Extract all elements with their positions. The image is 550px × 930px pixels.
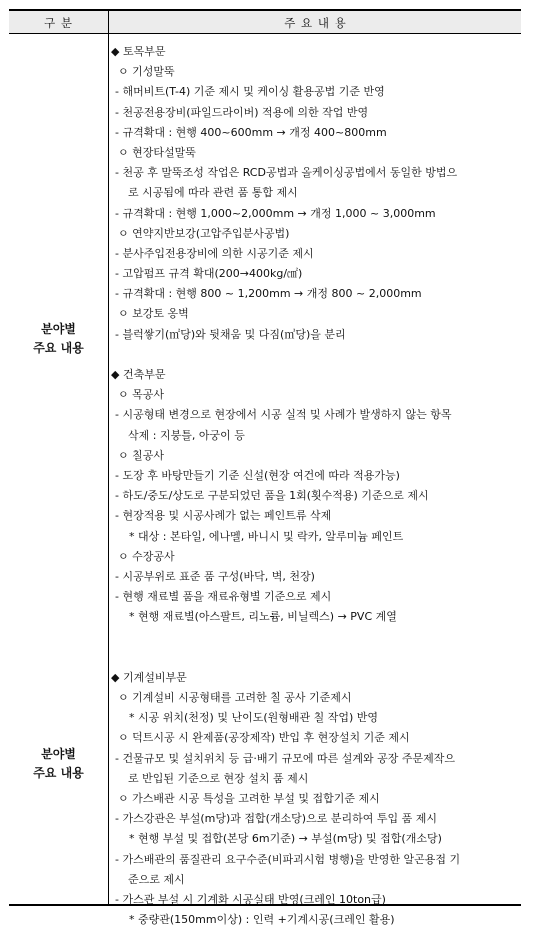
note: * 현행 재료별(아스팔트, 리노륨, 비닐렉스) → PVC 계열 (129, 610, 397, 624)
section-heading: ◆ 토목부문 (111, 45, 166, 58)
row-label-1-line1: 분야별 (41, 322, 76, 336)
note: * 대상 : 본타일, 에나멜, 바니시 및 락카, 알루미늄 페인트 (129, 529, 404, 543)
list-item-continuation: 로 시공됨에 따라 관련 품 통합 제시 (128, 186, 298, 200)
list-item: - 현장적용 및 시공사례가 없는 페인트류 삭제 (115, 509, 332, 523)
subsection: ㅇ 가스배관 시공 특성을 고려한 부설 및 접합기준 제시 (118, 791, 380, 805)
note: * 현행 부설 및 접합(본당 6m기준) → 부설(m당) 및 접합(개소당) (129, 832, 442, 846)
note: * 시공 위치(천정) 및 난이도(원형배관 칠 작업) 반영 (129, 711, 379, 725)
subsection: ㅇ 현장타설말뚝 (118, 145, 196, 159)
subsection: ㅇ 보강토 옹벽 (118, 307, 189, 321)
list-item: - 하도/중도/상도로 구분되었던 품을 1회(횟수적용) 기준으로 제시 (115, 489, 429, 503)
section-heading: ◆ 기계설비부문 (111, 670, 187, 684)
list-item: - 건물규모 및 설치위치 등 급·배기 규모에 따른 설계와 공장 주문제작으 (115, 751, 455, 765)
list-item-continuation: 삭제 : 지붕틀, 아궁이 등 (128, 428, 245, 442)
row-label-1 (9, 320, 108, 358)
list-item: - 천공 후 말뚝조성 작업은 RCD공법과 올케이싱공법에서 동일한 방법으 (115, 166, 458, 180)
table-header (9, 11, 521, 34)
list-item: - 해머비트(T-4) 기준 제시 및 케이싱 활용공법 기준 반영 (115, 85, 385, 99)
list-item: - 규격확대 : 현행 800 ~ 1,200mm → 개정 800 ~ 2,000mm (115, 287, 422, 301)
list-item: - 블럭쌓기(㎡당)와 뒷채움 및 다짐(㎥당)을 분리 (115, 327, 346, 341)
list-item: - 규격확대 : 현행 400~600mm → 개정 400~800mm (115, 125, 387, 139)
row-label-2-line2: 주요 내용 (33, 766, 84, 780)
list-item: - 시공형태 변경으로 현장에서 시공 실적 및 사례가 발생하지 않는 항목 (115, 408, 452, 422)
list-item: - 시공부위로 표준 품 구성(바닥, 벽, 천장) (115, 569, 315, 583)
header-content: 주 요 내 용 (284, 16, 347, 30)
list-item: - 가스강관은 부설(m당)과 접합(개소당)으로 분리하여 투입 품 제시 (115, 812, 437, 826)
list-item: - 도장 후 바탕만들기 기준 신설(현장 여건에 따라 적용가능) (115, 468, 400, 482)
subsection: ㅇ 기계설비 시공형태를 고려한 칠 공사 기준제시 (118, 691, 352, 704)
list-item: - 분사주입전용장비에 의한 시공기준 제시 (115, 246, 314, 260)
list-item: - 규격확대 : 현행 1,000~2,000mm → 개정 1,000 ~ 3,000mm (115, 206, 436, 220)
subsection: ㅇ 덕트시공 시 완제품(공장제작) 반입 후 현장설치 기준 제시 (118, 731, 410, 745)
header-category: 구 분 (44, 16, 73, 30)
list-item: - 현행 재료별 품을 재료유형별 기준으로 제시 (115, 590, 332, 604)
subsection: ㅇ 기성말뚝 (118, 65, 175, 79)
subsection: ㅇ 연약지반보강(고압주입분사공법) (118, 226, 290, 240)
row-label-2 (9, 745, 108, 783)
subsection: ㅇ 칠공사 (118, 448, 165, 462)
note: * 중량관(150mm이상) : 인력 +기계시공(크레인 활용) (129, 913, 395, 927)
list-item-continuation: 준으로 제시 (128, 872, 185, 886)
subsection: ㅇ 목공사 (118, 388, 165, 402)
subsection: ㅇ 수장공사 (118, 549, 175, 563)
row-label-1-line2: 주요 내용 (33, 341, 84, 355)
section-heading: ◆ 건축부문 (111, 368, 166, 381)
list-item-continuation: 로 반입된 기준으로 현장 설치 품 제시 (128, 771, 309, 785)
list-item: - 가스배관의 품질관리 요구수준(비파괴시험 병행)을 반영한 알곤용접 기 (115, 852, 461, 866)
list-item: - 가스관 부설 시 기계화 시공실태 반영(크레인 10ton급) (115, 892, 386, 906)
main-content (111, 42, 519, 930)
list-item: - 천공전용장비(파일드라이버) 적용에 의한 작업 반영 (115, 105, 369, 119)
list-item: - 고압펌프 규격 확대(200→400kg/㎠) (115, 267, 303, 281)
row-label-2-line1: 분야별 (41, 747, 76, 761)
content-table (9, 9, 521, 927)
column-divider (108, 11, 109, 904)
